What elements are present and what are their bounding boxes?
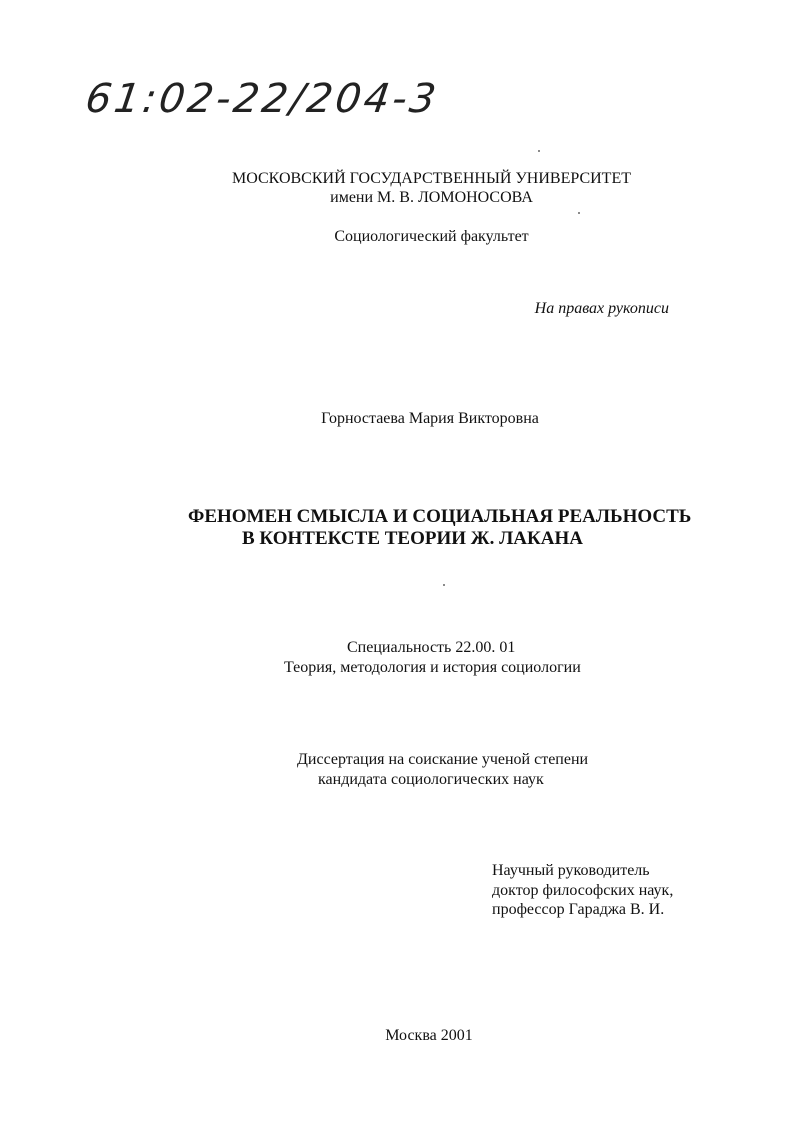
degree-statement-line-1: Диссертация на соискание ученой степени [297, 751, 589, 768]
author-name: Горностаева Мария Викторовна [321, 410, 539, 427]
scan-speck [538, 150, 540, 152]
scan-speck [578, 212, 580, 214]
specialty-code: Специальность 22.00. 01 [347, 639, 516, 656]
thesis-title-line-1: ФЕНОМЕН СМЫСЛА И СОЦИАЛЬНАЯ РЕАЛЬНОСТЬ [188, 506, 692, 527]
university-named-after: имени М. В. ЛОМОНОСОВА [330, 189, 533, 206]
faculty-name: Социологический факультет [334, 228, 529, 245]
city-and-year: Москва 2001 [385, 1027, 473, 1044]
manuscript-rights-note: На правах рукописи [534, 300, 669, 317]
university-name: МОСКОВСКИЙ ГОСУДАРСТВЕННЫЙ УНИВЕРСИТЕТ [232, 170, 631, 187]
handwritten-archive-code: 61:02-22/204-3 [82, 76, 442, 122]
supervisor-name: профессор Гараджа В. И. [492, 901, 665, 918]
scan-speck [443, 584, 445, 586]
thesis-title-line-2: В КОНТЕКСТЕ ТЕОРИИ Ж. ЛАКАНА [242, 528, 583, 549]
degree-statement-line-2: кандидата социологических наук [318, 771, 544, 788]
supervisor-degree: доктор философских наук, [492, 882, 674, 899]
specialty-name: Теория, методология и история социологии [284, 659, 581, 676]
supervisor-label: Научный руководитель [492, 862, 650, 879]
